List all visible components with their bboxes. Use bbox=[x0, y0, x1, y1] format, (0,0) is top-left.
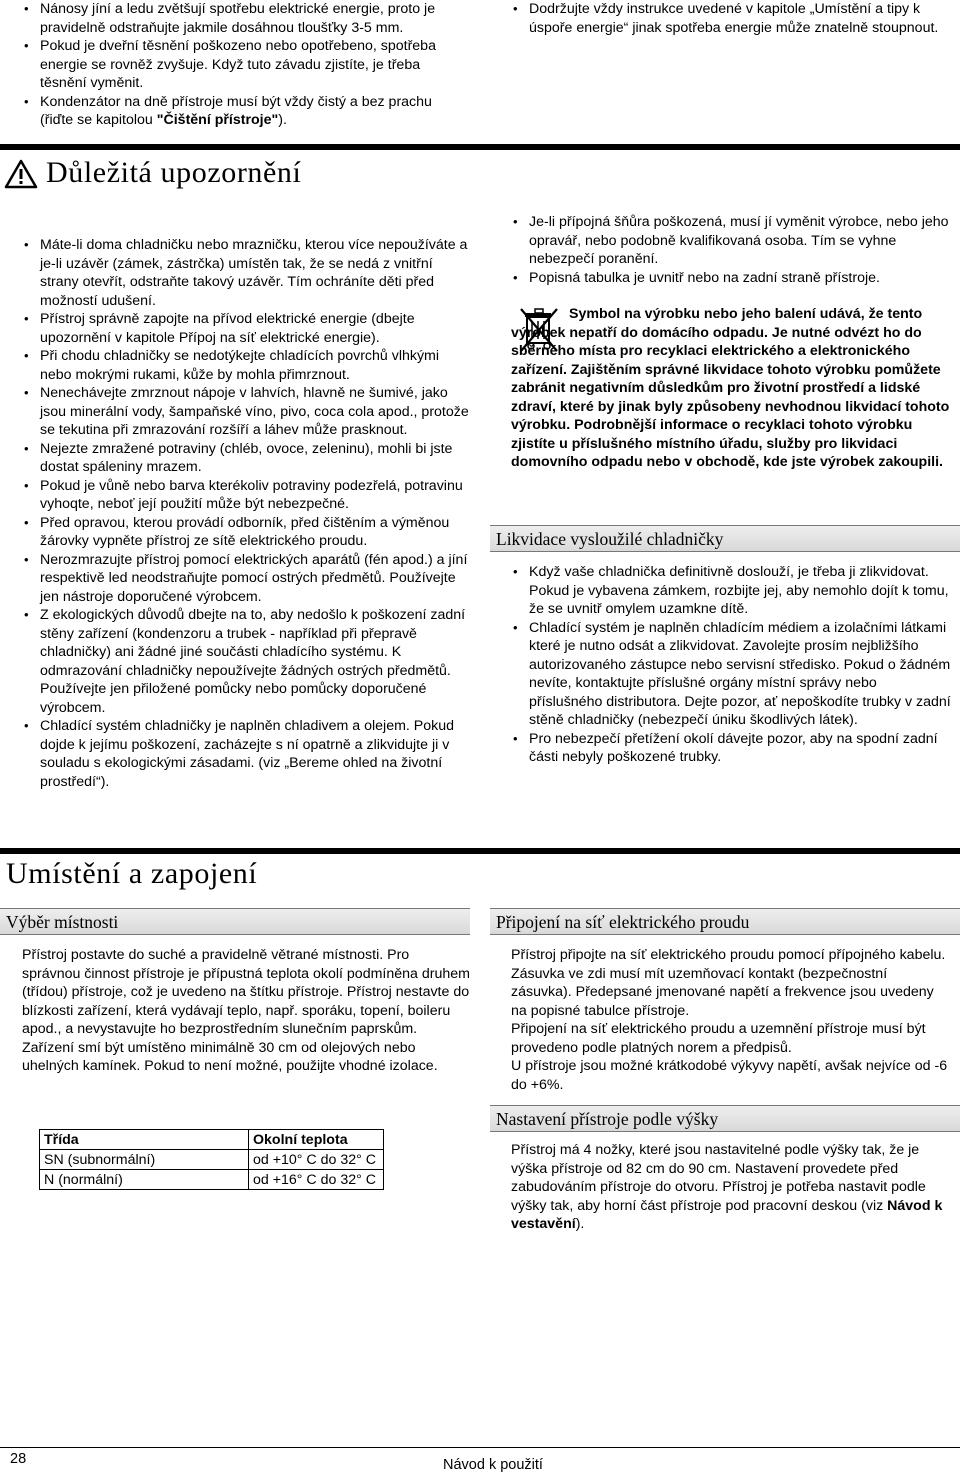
list-item: • Pokud je vůně nebo barva kterékoliv potraviny podezřelá, potravinu vyhoqte, neboť její použití může být nebezpečné. bbox=[22, 477, 470, 514]
table-header: Třída bbox=[40, 1130, 249, 1150]
table-cell: SN (subnormální) bbox=[40, 1150, 249, 1170]
paragraph-text: Přístroj má 4 nožky, které jsou nastavitelné podle výšky tak, že je výška přístroje od 82 cm do 90 cm. Nastavení provedete před zabudováním přístroje do otvoru. Přístroj je potřeba nastavit podle výšky tak, aby horní část přístroje pod pracovní deskou (viz bbox=[511, 1142, 926, 1214]
list-item: • Dodržujte vždy instrukce uvedené v kapitole „Umístění a tipy k úspoře energie“ jinak spotřeba energie může znatelně stoupnout. bbox=[511, 0, 956, 37]
list-item: • Popisná tabulka je uvnitř nebo na zadní straně přístroje. bbox=[511, 269, 951, 288]
table-cell: N (normální) bbox=[40, 1170, 249, 1190]
list-item: • Před opravou, kterou provádí odborník, před čištěním a výměnou žárovky vypněte přístroj ze sítě elektrického proudu. bbox=[22, 514, 470, 551]
list-item-text: ). bbox=[278, 112, 287, 128]
list-item: • Z ekologických důvodů dbejte na to, aby nedošlo k poškození zadní stěny zařízení (kondenzoru a trubek - například při přepravě chladničky) ani žádné jiné součásti chladícího systému. K odmrazování chladničky nepoužívejte žádných ostrých předmětů. Používejte jen přiložené pomůcky nebo pomůcky doporučené výrobcem. bbox=[22, 606, 470, 717]
paragraph: Přístroj postavte do suché a pravidelně větrané místnosti. Pro správnou činnost přístroje je přípustná teplota okolí podmíněna druhem (třídou) přístroje, což je uvedeno na štítku přístroje. Přístroj nestavte do blízkosti zařízení, která vydávají teplo, např. sporáku, topení, boileru apod., a nevystavujte ho bezprostředním slunečním paprskům. bbox=[22, 947, 470, 1037]
placement-title: Umístění a zapojení bbox=[6, 857, 258, 890]
table-header-row bbox=[40, 1130, 384, 1150]
page-number: 28 bbox=[10, 1451, 27, 1467]
recycle-notice bbox=[511, 305, 951, 472]
section-rule bbox=[0, 144, 960, 150]
list-item: • Pro nebezpečí přetížení okolí dávejte pozor, aby na spodní zadní části nebyly poškozené trubky. bbox=[511, 730, 951, 767]
list-item: • Přístroj správně zapojte na přívod elektrické energie (dbejte upozornění v kapitole Přípoj na síť elektrické energie). bbox=[22, 310, 470, 347]
document-name: Návod k použití bbox=[443, 1457, 543, 1473]
list-item: • Je-li přípojná šňůra poškozená, musí jí vyměnit výrobce, nebo jeho opravář, nebo podobně kvalifikovaná osoba. Tím se vyhne nebezpečí poranění. bbox=[511, 213, 951, 269]
temperature-table bbox=[39, 1129, 384, 1190]
list-item bbox=[22, 93, 462, 130]
list-item: • Nejezte zmražené potraviny (chléb, ovoce, zeleninu), mohli bi jste dostat spáleniny mrazem. bbox=[22, 440, 470, 477]
disposal-list bbox=[511, 563, 951, 767]
table-header: Okolní teplota bbox=[249, 1130, 384, 1150]
warning-title: Důležitá upozornění bbox=[46, 156, 302, 189]
paragraph: Zařízení smí být umístěno minimálně 30 cm od olejových nebo uhelných kamínek. Pokud to není možné, použijte vhodné izolace. bbox=[22, 1039, 438, 1074]
list-item: • Máte-li doma chladničku nebo mrazničku, kterou více nepoužíváte a je-li uzávěr (zámek, zástrčka) umístěn tak, že se nedá z vnitřní strany otevřít, odstraňte takový uzávěr. Tím ochráníte děti před možností udušení. bbox=[22, 236, 470, 310]
height-text bbox=[511, 1141, 951, 1234]
power-heading: Připojení na síť elektrického proudu bbox=[490, 908, 960, 935]
top-left-list bbox=[22, 0, 462, 130]
chapter-reference: "Čištění přístroje" bbox=[156, 112, 279, 128]
top-right-list bbox=[511, 0, 956, 37]
warning-triangle-icon bbox=[4, 159, 38, 189]
height-heading: Nastavení přístroje podle výšky bbox=[490, 1105, 960, 1132]
list-item: • Chladící systém je naplněn chladícím médiem a izolačními látkami které je nutno odsát a zlikvidovat. Zavolejte prosím nejbližšího autorizovaného zástupce nebo servisní středisko. Pokud o žádném nevíte, kontaktujte příslušné orgány místní správy nebo příslušného distributora. Dejte pozor, ať nepoškodíte trubky v zadní stěně chladničky (nebezpečí úniku škodlivých látek). bbox=[511, 619, 951, 730]
warning-right-list bbox=[511, 213, 951, 287]
chapter-reference: Návod k vestavění bbox=[511, 1197, 943, 1232]
warning-left-list bbox=[22, 236, 470, 791]
list-item-text: Kondenzátor na dně přístroje musí být vždy čistý a bez prachu (řiďte se kapitolou bbox=[40, 93, 432, 128]
list-item: • Nenechávejte zmrznout nápoje v lahvích, hlavně ne šumivé, jako jsou minerální vody, šampaňské víno, pivo, coca cola apod., protože se tekutina při zmrazování rozšíří a láhev může prasknout. bbox=[22, 384, 470, 440]
power-text bbox=[511, 946, 951, 1094]
list-item: • Chladící systém chladničky je naplněn chladivem a olejem. Pokud dojde k jejímu poškození, zacházejte s ní opatrně a zlikvidujte ji v souladu s ekologickými zásadami. (viz „Bereme ohled na životní prostředí“). bbox=[22, 717, 470, 791]
paragraph bbox=[511, 1141, 951, 1234]
table-row bbox=[40, 1170, 384, 1190]
list-item: • Pokud je dveřní těsnění poškozeno nebo opotřebeno, spotřeba energie se rovněž zvyšuje. Když tuto závadu zjistíte, je třeba těsnění vyměnit. bbox=[22, 37, 462, 93]
recycle-text: Symbol na výrobku nebo jeho balení udává, že tento výrobek nepatří do domácího odpadu. Je nutné odvézt ho do sběrného místa pro recyklaci elektrického a elektronického zařízení. Zajištěním správné likvidace tohoto výrobku pomůžete zabránit negativním důsledkům pro životní prostředí a lidské zdraví, které by jinak byly způsobeny nevhodnou likvidací tohoto výrobku. Podrobnější informace o recyklaci tohoto výrobku zjistíte u příslušného místního úřadu, služby pro likvidaci domovního odpadu nebo v obchodě, kde jste výrobek zakoupili. bbox=[511, 306, 950, 470]
disposal-heading: Likvidace vysloužilé chladničky bbox=[490, 525, 960, 552]
table-cell: od +10° C do 32° C bbox=[249, 1150, 384, 1170]
paragraph-text: ). bbox=[575, 1216, 585, 1232]
list-item: • Když vaše chladnička definitivně doslouží, je třeba ji zlikvidovat. Pokud je vybavena zámkem, rozbijte jej, aby nemohlo dojít k tomu, že se uvnitř omylem uzamkne dítě. bbox=[511, 563, 951, 619]
room-heading: Výběr místnosti bbox=[0, 908, 470, 935]
list-item: • Při chodu chladničky se nedotýkejte chladících povrchů vlhkými nebo mokrými rukami, kůže by mohla přimrznout. bbox=[22, 347, 470, 384]
room-text bbox=[22, 946, 470, 1076]
paragraph: Připojení na síť elektrického proudu a uzemnění přístroje musí být provedeno podle platných norem a předpisů. bbox=[511, 1021, 926, 1056]
footer-rule bbox=[0, 1447, 960, 1448]
paragraph: U přístroje jsou možné krátkodobé výkyvy napětí, avšak nejvíce od -6 do +6%. bbox=[511, 1058, 948, 1093]
section-rule bbox=[0, 848, 960, 854]
table-row bbox=[40, 1150, 384, 1170]
list-item: • Nerozmrazujte přístroj pomocí elektrických aparátů (fén apod.) a jíní respektivě led neodstraňujte pomocí ostrých předmětů. Používejte jen nástroje doporučené výrobcem. bbox=[22, 551, 470, 607]
paragraph: Přístroj připojte na síť elektrického proudu pomocí přípojného kabelu. Zásuvka ve zdi musí mít uzemňovací kontakt (bezpečnostní zásuvka). Předepsané jmenované napětí a frekvence jsou uvedeny na popisné tabulce přístroje. bbox=[511, 947, 946, 1019]
crossed-bin-icon bbox=[517, 305, 561, 355]
list-item: • Nánosy jíní a ledu zvětšují spotřebu elektrické energie, proto je pravidelně odstraňujte jakmile dosáhnou tloušťky 3-5 mm. bbox=[22, 0, 462, 37]
table-cell: od +16° C do 32° C bbox=[249, 1170, 384, 1190]
